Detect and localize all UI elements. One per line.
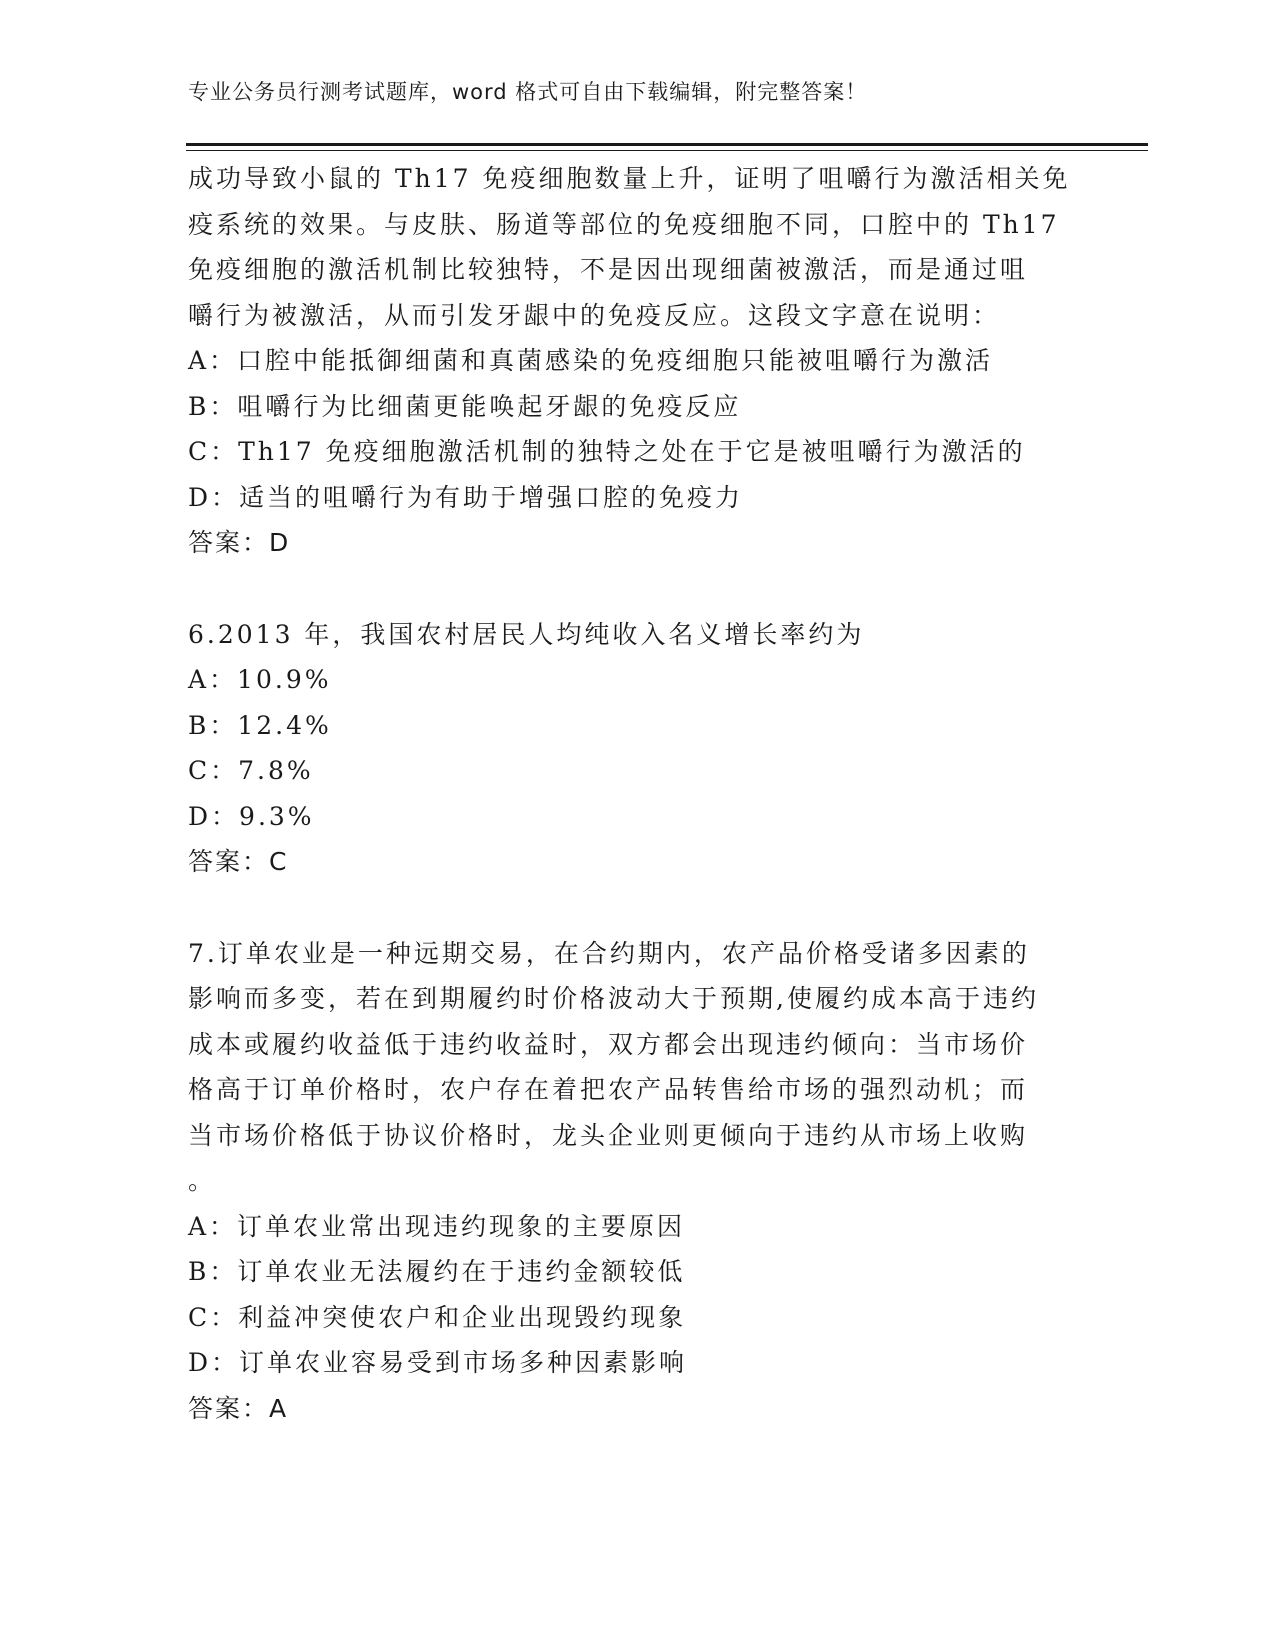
option-b: B：咀嚼行为比细菌更能唤起牙龈的免疫反应 [188, 391, 742, 421]
option-c: C：利益冲突使农户和企业出现毁约现象 [188, 1302, 687, 1332]
question-list [188, 156, 1088, 1431]
question-stem-line: 当市场价格低于协议价格时，龙头企业则更倾向于违约从市场上收购 [188, 1120, 1029, 1150]
option-d: D：适当的咀嚼行为有助于增强口腔的免疫力 [188, 482, 744, 512]
option-c: C：7.8% [188, 756, 314, 785]
header-rule-thin [186, 150, 1148, 151]
question-6 [188, 612, 1088, 885]
option-a: A：10.9% [188, 665, 332, 694]
option-b: B：订单农业无法履约在于违约金额较低 [188, 1257, 686, 1286]
question-5 [188, 156, 1088, 566]
question-7 [188, 931, 1088, 1432]
answer-line: 答案：A [188, 1393, 289, 1423]
question-stem-line: 格高于订单价格时，农户存在着把农产品转售给市场的强烈动机；而 [188, 1075, 1029, 1104]
question-stem-line: 。 [188, 1166, 217, 1195]
header-rule-thick [186, 143, 1148, 146]
question-stem-line: 疫系统的效果。与皮肤、肠道等部位的免疫细胞不同，口腔中的 Th17 [188, 209, 1060, 239]
page-header: 专业公务员行测考试题库，word 格式可自由下载编辑，附完整答案！ [188, 80, 868, 104]
spacer [188, 885, 1088, 931]
option-d: D：9.3% [188, 801, 315, 831]
option-a: A：订单农业常出现违约现象的主要原因 [188, 1211, 686, 1241]
answer-line: 答案：D [188, 528, 291, 557]
question-stem-line: 7.订单农业是一种远期交易，在合约期内，农产品价格受诸多因素的 [188, 938, 1030, 968]
option-d: D：订单农业容易受到市场多种因素影响 [188, 1348, 688, 1377]
question-stem-line: 成功导致小鼠的 Th17 免疫细胞数量上升，证明了咀嚼行为激活相关免 [188, 164, 1071, 193]
question-stem-line: 嚼行为被激活，从而引发牙龈中的免疫反应。这段文字意在说明： [188, 300, 1001, 330]
question-stem-line: 6.2013 年，我国农村居民人均纯收入名义增长率约为 [188, 619, 865, 649]
spacer [188, 566, 1088, 612]
answer-line: 答案：C [188, 847, 289, 876]
question-stem-line: 免疫细胞的激活机制比较独特，不是因出现细菌被激活，而是通过咀 [188, 255, 1029, 284]
question-stem-line: 影响而多变，若在到期履约时价格波动大于预期,使履约成本高于违约 [188, 984, 1039, 1013]
option-c: C：Th17 免疫细胞激活机制的独特之处在于它是被咀嚼行为激活的 [188, 437, 1026, 466]
option-a: A：口腔中能抵御细菌和真菌感染的免疫细胞只能被咀嚼行为激活 [188, 346, 994, 375]
question-stem-line: 成本或履约收益低于违约收益时，双方都会出现违约倾向：当市场价 [188, 1029, 1029, 1059]
option-b: B：12.4% [188, 710, 332, 740]
